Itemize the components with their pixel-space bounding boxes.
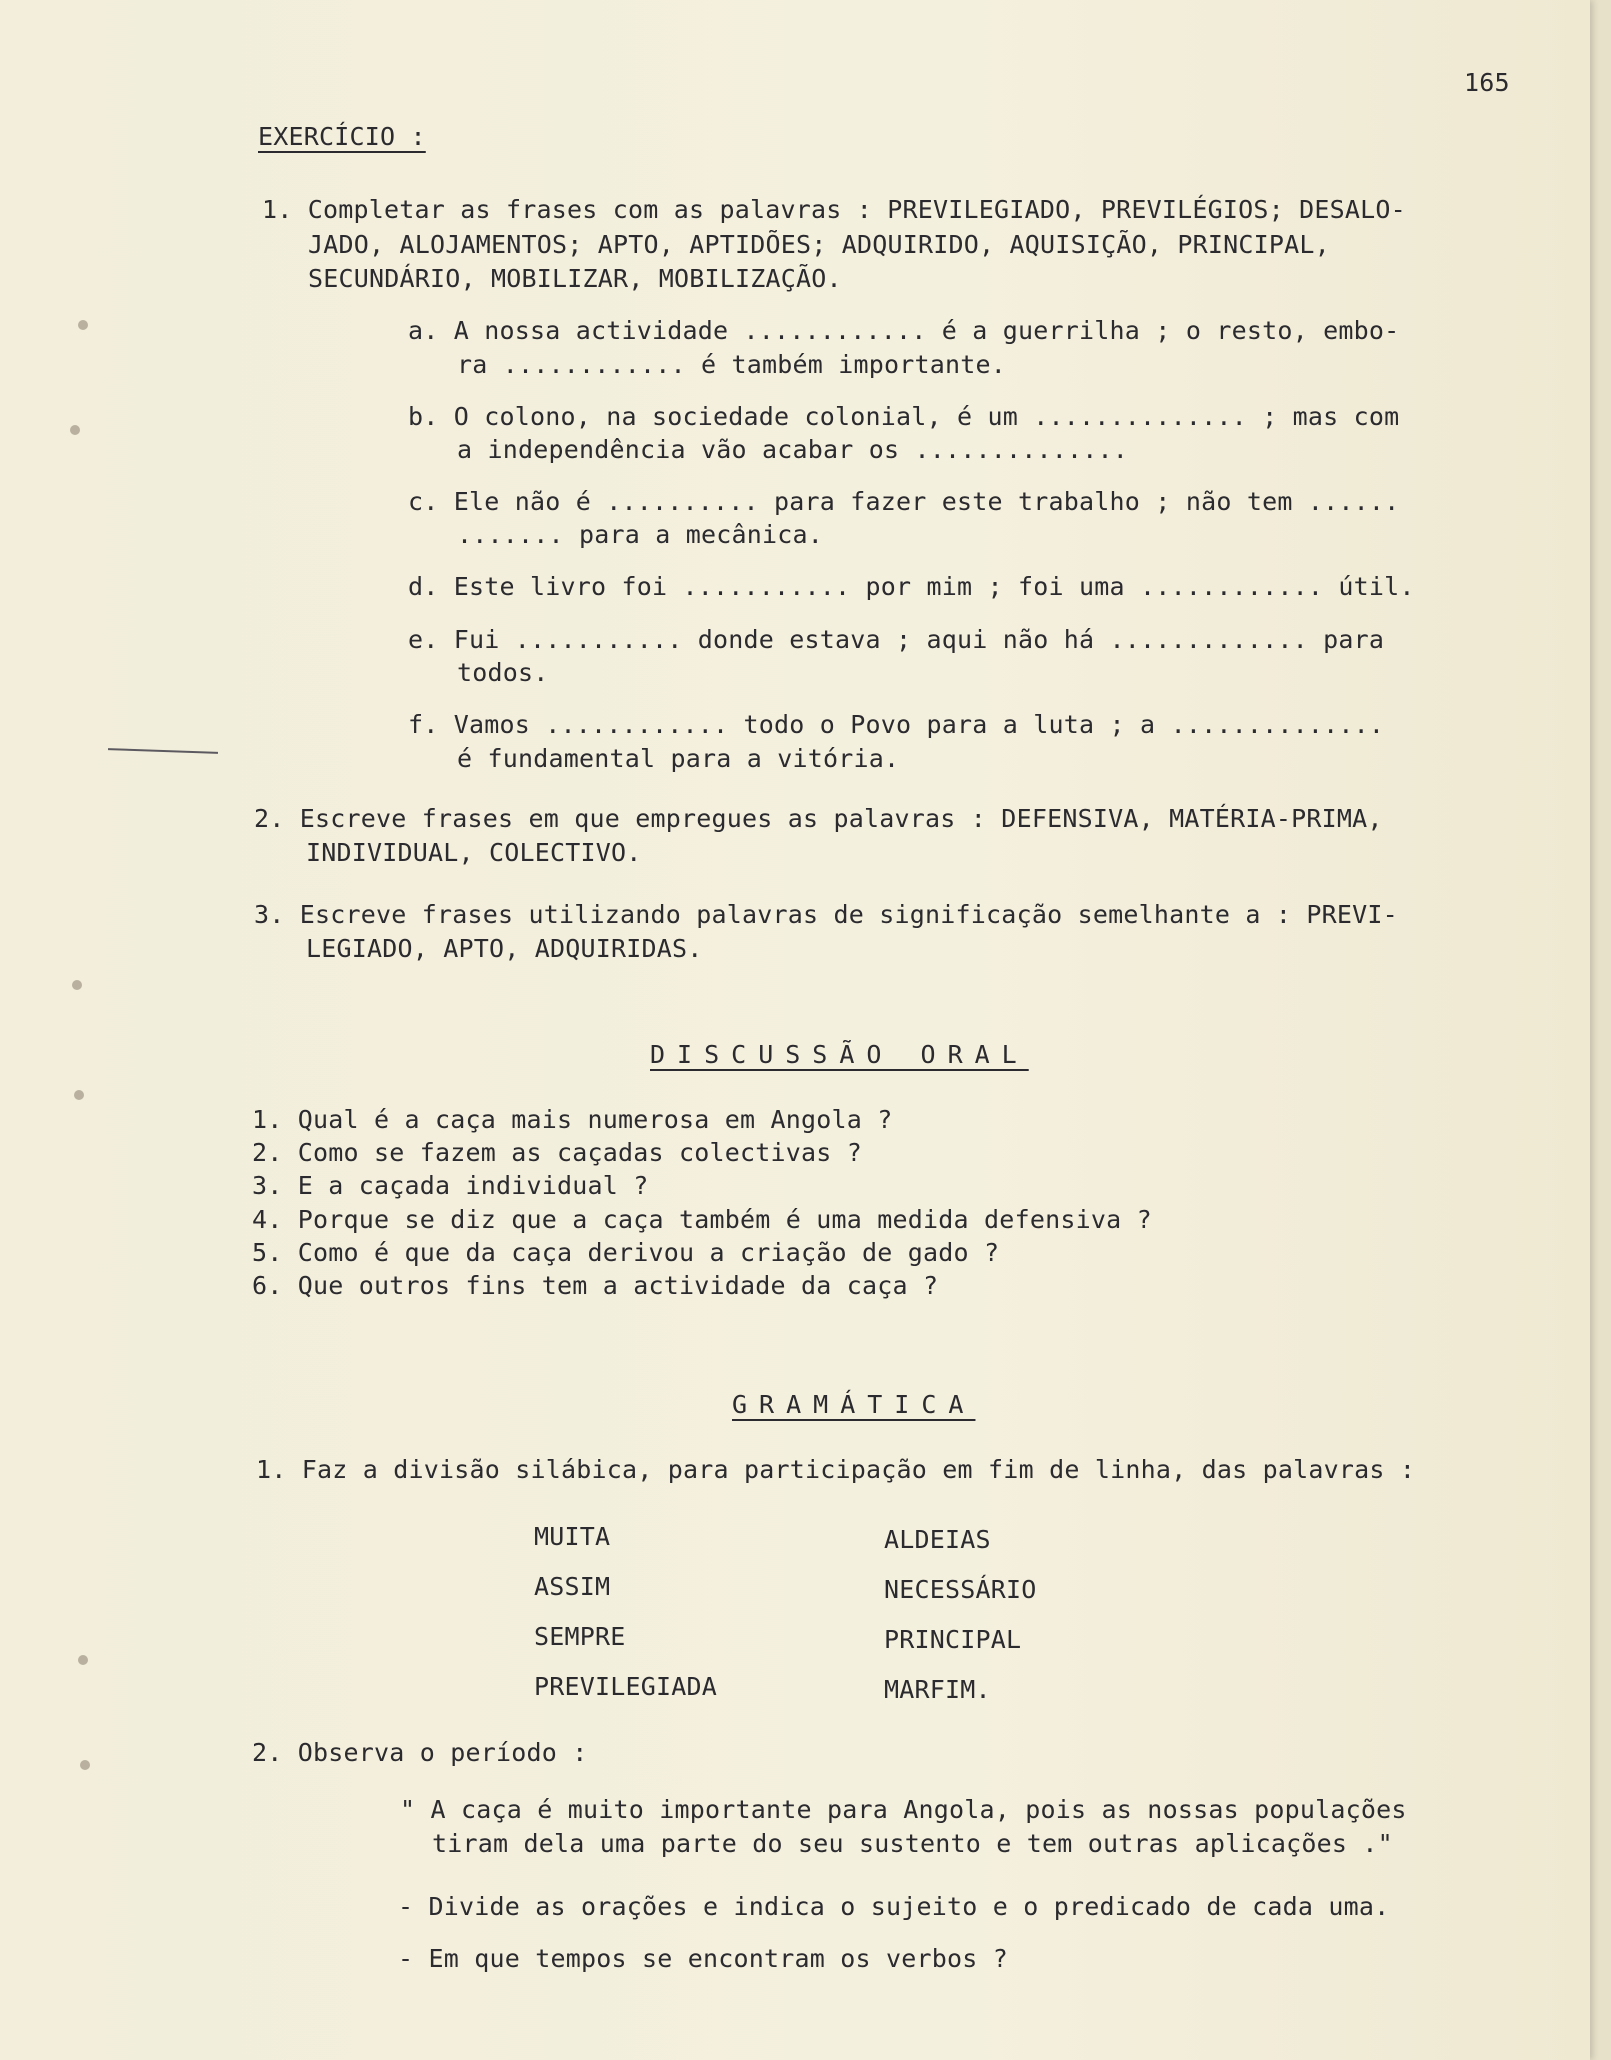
exercise-title: EXERCÍCIO : — [258, 122, 426, 151]
discussion-question: 1. Qual é a caça mais numerosa em Angola ? — [252, 1105, 893, 1134]
pencil-mark — [108, 748, 218, 754]
exercise-item-b: b. O colono, na sociedade colonial, é um .............. ; mas com — [408, 402, 1400, 431]
exercise-item-e-cont: todos. — [457, 658, 549, 687]
exercise-item-c: c. Ele não é .......... para fazer este trabalho ; não tem ...... — [408, 487, 1400, 516]
discussion-question: 3. E a caçada individual ? — [252, 1171, 649, 1200]
word-left: MUITA — [534, 1522, 611, 1551]
word-left: PREVILEGIADA — [534, 1672, 718, 1701]
punch-hole — [72, 980, 82, 990]
exercise-item-e: e. Fui ........... donde estava ; aqui não há ............. para — [408, 625, 1385, 654]
discussion-question: 6. Que outros fins tem a actividade da caça ? — [252, 1271, 939, 1300]
exercise-q1-line: SECUNDÁRIO, MOBILIZAR, MOBILIZAÇÃO. — [308, 264, 842, 293]
word-left: ASSIM — [534, 1572, 611, 1601]
exercise-item-a-cont: ra ............ é também importante. — [457, 350, 1007, 379]
exercise-q2-line: INDIVIDUAL, COLECTIVO. — [306, 838, 642, 867]
exercise-item-f: f. Vamos ............ todo o Povo para a luta ; a .............. — [408, 710, 1385, 739]
exercise-item-a: a. A nossa actividade ............ é a guerrilha ; o resto, embo- — [408, 316, 1400, 345]
word-right: NECESSÁRIO — [884, 1575, 1037, 1604]
grammar-quote-line: " A caça é muito importante para Angola, pois as nossas populações — [400, 1795, 1407, 1824]
exercise-item-b-cont: a independência vão acabar os .............. — [457, 435, 1129, 464]
word-left: SEMPRE — [534, 1622, 626, 1651]
word-right: MARFIM. — [884, 1675, 991, 1704]
punch-hole — [78, 1655, 88, 1665]
grammar-q2: 2. Observa o período : — [252, 1738, 588, 1767]
discussion-question: 4. Porque se diz que a caça também é uma medida defensiva ? — [252, 1205, 1152, 1234]
punch-hole — [80, 1760, 90, 1770]
grammar-task: - Divide as orações e indica o sujeito e o predicado de cada uma. — [398, 1892, 1390, 1921]
grammar-q1: 1. Faz a divisão silábica, para participação em fim de linha, das palavras : — [256, 1455, 1416, 1484]
exercise-item-d: d. Este livro foi ........... por mim ; foi uma ............ útil. — [408, 572, 1415, 601]
punch-hole — [70, 425, 80, 435]
discussion-question: 5. Como é que da caça derivou a criação de gado ? — [252, 1238, 1000, 1267]
exercise-q2-line: 2. Escreve frases em que empregues as palavras : DEFENSIVA, MATÉRIA-PRIMA, — [254, 804, 1383, 833]
grammar-title: GRAMÁTICA — [732, 1390, 976, 1419]
punch-hole — [78, 320, 88, 330]
discussion-title: DISCUSSÃO ORAL — [650, 1040, 1029, 1069]
exercise-item-c-cont: ....... para a mecânica. — [457, 520, 824, 549]
word-right: ALDEIAS — [884, 1525, 991, 1554]
discussion-question: 2. Como se fazem as caçadas colectivas ? — [252, 1138, 863, 1167]
exercise-q1-line: JADO, ALOJAMENTOS; APTO, APTIDÕES; ADQUIRIDO, AQUISIÇÃO, PRINCIPAL, — [308, 230, 1330, 259]
exercise-item-f-cont: é fundamental para a vitória. — [457, 744, 900, 773]
punch-hole — [74, 1090, 84, 1100]
word-right: PRINCIPAL — [884, 1625, 1022, 1654]
grammar-task: - Em que tempos se encontram os verbos ? — [398, 1944, 1009, 1973]
page-number: 165 — [1464, 68, 1510, 97]
grammar-quote-line: tiram dela uma parte do seu sustento e tem outras aplicações ." — [432, 1829, 1393, 1858]
exercise-q1-line: 1. Completar as frases com as palavras : PREVILEGIADO, PREVILÉGIOS; DESALO- — [262, 195, 1406, 224]
exercise-q3-line: 3. Escreve frases utilizando palavras de significação semelhante a : PREVI- — [254, 900, 1398, 929]
exercise-q3-line: LEGIADO, APTO, ADQUIRIDAS. — [306, 934, 703, 963]
